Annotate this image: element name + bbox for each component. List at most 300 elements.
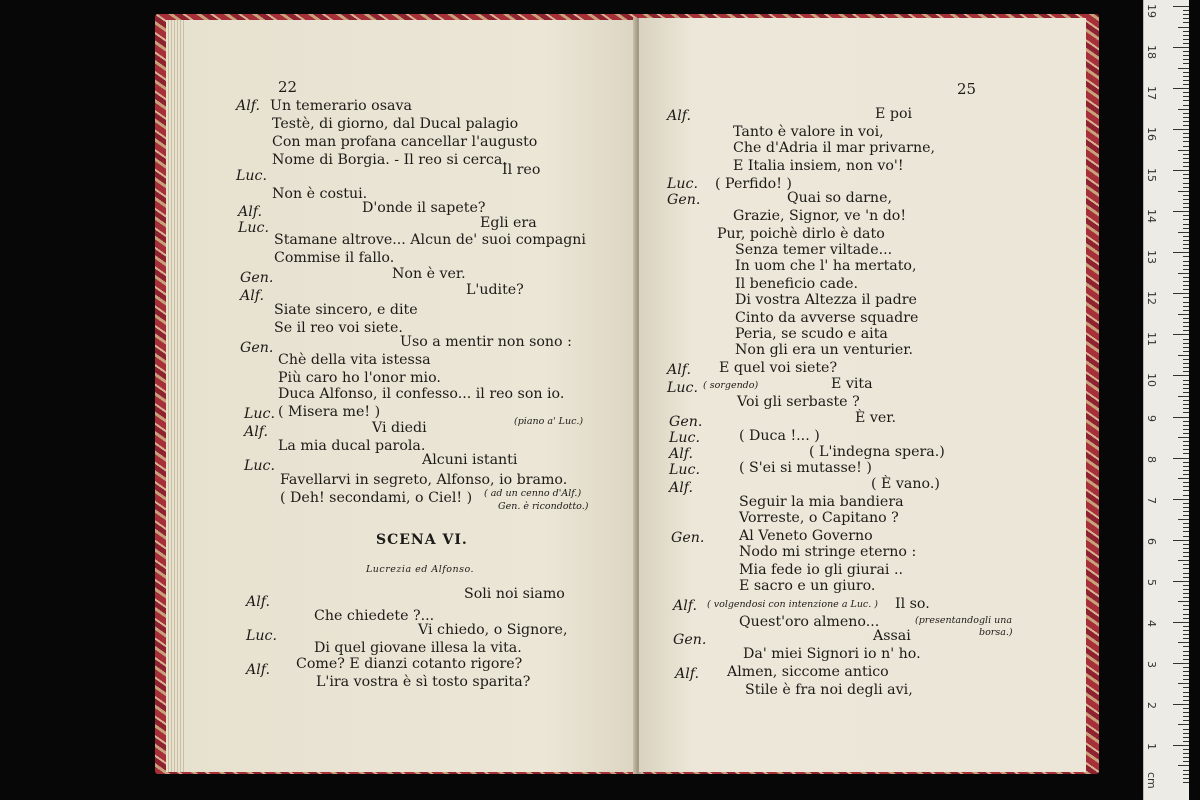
verse-line: Come? E dianzi cotanto rigore? [296, 656, 523, 672]
verse-line: Senza temer viltade... [735, 242, 893, 258]
ruler-tick [1183, 408, 1189, 409]
ruler-tick [1178, 478, 1189, 479]
ruler-tick [1183, 219, 1189, 220]
speaker-label: Alf. [238, 204, 263, 220]
ruler-tick [1183, 359, 1189, 360]
ruler-tick [1183, 154, 1189, 155]
ruler-tick [1173, 88, 1189, 89]
ruler-tick [1183, 770, 1189, 771]
speaker-label: Alf. [667, 108, 692, 124]
ruler-tick [1183, 605, 1189, 606]
ruler-number: 12 [1145, 291, 1158, 306]
ruler-tick [1183, 573, 1189, 574]
ruler-tick [1183, 404, 1189, 405]
ruler-tick [1183, 380, 1189, 381]
ruler-tick [1178, 519, 1189, 520]
verse-line: Assai [873, 628, 911, 644]
ruler-tick [1183, 343, 1189, 344]
ruler-tick [1173, 334, 1189, 335]
ruler-tick [1178, 191, 1189, 192]
stage-direction: Gen. è ricondotto.) [498, 501, 589, 512]
verse-line: Siate sincero, e dite [274, 302, 418, 318]
speaker-label: Alf. [240, 288, 265, 304]
ruler-tick [1183, 133, 1189, 134]
verse-line: Vorreste, o Capitano ? [739, 510, 899, 526]
ruler-number: 17 [1145, 86, 1158, 101]
verse-line: ( Duca !... ) [739, 428, 820, 444]
ruler-tick [1183, 700, 1189, 701]
verse-line: Stamane altrove... Alcun de' suoi compagni [274, 232, 586, 248]
speaker-label: Luc. [669, 430, 701, 446]
ruler-tick [1183, 100, 1189, 101]
verse-line: Di quel giovane illesa la vita. [314, 640, 522, 656]
verse-line: Con man profana cancellar l'augusto [272, 134, 538, 150]
speaker-label: Alf. [246, 662, 271, 678]
ruler-tick [1183, 72, 1189, 73]
ruler-tick [1183, 733, 1189, 734]
ruler-tick [1183, 679, 1189, 680]
ruler-tick [1183, 51, 1189, 52]
ruler-tick [1183, 162, 1189, 163]
ruler-tick [1183, 495, 1189, 496]
verse-line: Pur, poichè dirlo è dato [717, 226, 885, 242]
ruler-tick [1183, 523, 1189, 524]
verse-line: Che d'Adria il mar privarne, [733, 140, 935, 156]
ruler-tick [1183, 388, 1189, 389]
ruler-tick [1183, 568, 1189, 569]
speaker-label: Gen. [671, 530, 705, 546]
ruler-tick [1183, 281, 1189, 282]
ruler-tick [1183, 228, 1189, 229]
ruler-tick [1183, 178, 1189, 179]
ruler-tick [1183, 421, 1189, 422]
ruler-tick [1183, 141, 1189, 142]
ruler-tick [1183, 256, 1189, 257]
ruler-tick [1183, 326, 1189, 327]
ruler-tick [1183, 10, 1189, 11]
ruler-tick [1178, 396, 1189, 397]
ruler-tick [1183, 552, 1189, 553]
verse-line: Vi chiedo, o Signore, [418, 622, 568, 638]
ruler-tick [1178, 314, 1189, 315]
ruler-tick [1173, 540, 1189, 541]
verse-line: Da' miei Signori io n' ho. [743, 646, 921, 662]
ruler-tick [1183, 240, 1189, 241]
speaker-label: Luc. [244, 406, 276, 422]
ruler-tick [1183, 318, 1189, 319]
speaker-label: Alf. [669, 480, 694, 496]
verse-line: Nodo mi stringe eterno : [739, 544, 917, 560]
verse-line: Il beneficio cade. [735, 276, 859, 292]
ruler-tick [1183, 741, 1189, 742]
ruler-tick [1183, 708, 1189, 709]
ruler-tick [1183, 199, 1189, 200]
ruler-tick [1173, 458, 1189, 459]
ruler-tick [1173, 663, 1189, 664]
ruler-tick [1183, 96, 1189, 97]
ruler-tick [1183, 614, 1189, 615]
ruler-tick [1183, 244, 1189, 245]
ruler-tick [1173, 293, 1189, 294]
ruler-number: 4 [1145, 619, 1158, 627]
ruler-tick [1183, 265, 1189, 266]
ruler-tick [1173, 622, 1189, 623]
ruler-tick [1183, 556, 1189, 557]
verse-line: ( È vano.) [871, 476, 940, 492]
speaker-label: Gen. [669, 414, 703, 430]
ruler-tick [1178, 27, 1189, 28]
ruler-tick [1178, 150, 1189, 151]
ruler-tick [1183, 577, 1189, 578]
ruler-tick [1183, 195, 1189, 196]
ruler-tick [1183, 634, 1189, 635]
ruler-tick [1173, 252, 1189, 253]
ruler-tick [1183, 76, 1189, 77]
ruler-tick [1183, 441, 1189, 442]
ruler-tick [1173, 47, 1189, 48]
ruler-tick [1173, 170, 1189, 171]
ruler-number: 18 [1145, 45, 1158, 60]
ruler-tick [1183, 503, 1189, 504]
verse-line: ( Misera me! ) [278, 404, 381, 420]
ruler-tick [1183, 289, 1189, 290]
stage-direction: borsa.) [979, 627, 1013, 638]
page-edges [166, 20, 186, 772]
verse-line: Non è costui. [272, 186, 368, 202]
verse-line: Vi diedi [372, 420, 427, 436]
ruler-tick [1183, 183, 1189, 184]
ruler-tick [1178, 437, 1189, 438]
ruler-tick [1183, 564, 1189, 565]
ruler-tick [1183, 671, 1189, 672]
speaker-label: Gen. [667, 192, 701, 208]
ruler-tick [1178, 683, 1189, 684]
speaker-label: Alf. [667, 362, 692, 378]
ruler-tick [1183, 117, 1189, 118]
ruler-tick [1183, 125, 1189, 126]
ruler-tick [1183, 269, 1189, 270]
ruler-tick [1178, 642, 1189, 643]
ruler-number: 9 [1145, 414, 1158, 422]
ruler-tick [1183, 137, 1189, 138]
verse-line: ( Perfido! ) [715, 176, 792, 192]
verse-line: E vita [831, 376, 873, 392]
speaker-label: Gen. [240, 340, 274, 356]
verse-line: Se il reo voi siete. [274, 320, 403, 336]
stage-direction: ( sorgendo) [703, 380, 759, 391]
verse-line: La mia ducal parola. [278, 438, 426, 454]
ruler-tick [1183, 486, 1189, 487]
ruler-number: 3 [1145, 660, 1158, 668]
ruler-tick [1183, 609, 1189, 610]
ruler-tick [1183, 696, 1189, 697]
verse-line: Non gli era un venturier. [735, 342, 914, 358]
ruler-tick [1183, 187, 1189, 188]
ruler-tick [1183, 63, 1189, 64]
ruler-tick [1183, 646, 1189, 647]
ruler-number: 6 [1145, 537, 1158, 545]
ruler-tick [1183, 339, 1189, 340]
speaker-label: Luc. [669, 462, 701, 478]
ruler-tick [1183, 589, 1189, 590]
ruler-tick [1183, 515, 1189, 516]
verse-line: Quest'oro almeno... [739, 614, 880, 630]
verse-line: E quel voi siete? [719, 360, 838, 376]
ruler-number: 13 [1145, 250, 1158, 265]
ruler-number: 16 [1145, 127, 1158, 142]
ruler-tick [1183, 536, 1189, 537]
verse-line: Favellarvi in segreto, Alfonso, io bramo. [280, 472, 568, 488]
ruler-tick [1173, 581, 1189, 582]
verse-line: Quai so darne, [787, 190, 892, 206]
ruler-tick [1183, 392, 1189, 393]
measuring-ruler [1143, 0, 1189, 800]
ruler-tick [1178, 601, 1189, 602]
stage-direction: ( volgendosi con intenzione a Luc. ) [707, 599, 878, 610]
ruler-tick [1183, 306, 1189, 307]
ruler-tick [1183, 215, 1189, 216]
verse-line: Peria, se scudo e aita [735, 326, 888, 342]
ruler-tick [1183, 597, 1189, 598]
verse-line: Cinto da avverse squadre [735, 310, 919, 326]
ruler-tick [1173, 375, 1189, 376]
ruler-tick [1183, 729, 1189, 730]
ruler-tick [1183, 737, 1189, 738]
ruler-number: 7 [1145, 496, 1158, 504]
verse-line: Duca Alfonso, il confesso... il reo son io. [278, 386, 565, 402]
ruler-tick [1178, 765, 1189, 766]
ruler-tick [1183, 692, 1189, 693]
verse-line: Voi gli serbaste ? [737, 394, 860, 410]
verse-line: Un temerario osava [270, 98, 412, 114]
ruler-tick [1183, 261, 1189, 262]
ruler-tick [1183, 59, 1189, 60]
ruler-number: 19 [1145, 4, 1158, 18]
ruler-tick [1183, 618, 1189, 619]
ruler-tick [1183, 638, 1189, 639]
ruler-tick [1183, 224, 1189, 225]
ruler-tick [1178, 232, 1189, 233]
ruler-tick [1183, 330, 1189, 331]
ruler-tick [1183, 511, 1189, 512]
speaker-label: Luc. [244, 458, 276, 474]
ruler-number: 11 [1145, 332, 1158, 347]
verse-line: Al Veneto Governo [739, 528, 873, 544]
ruler-tick [1183, 782, 1189, 783]
ruler-tick [1183, 31, 1189, 32]
ruler-tick [1183, 363, 1189, 364]
ruler-tick [1183, 121, 1189, 122]
ruler-tick [1173, 499, 1189, 500]
ruler-tick [1183, 351, 1189, 352]
right-page [639, 18, 1086, 772]
ruler-tick [1183, 84, 1189, 85]
ruler-tick [1183, 429, 1189, 430]
ruler-tick [1183, 207, 1189, 208]
verse-line: Commise il fallo. [274, 250, 395, 266]
ruler-tick [1183, 474, 1189, 475]
verse-line: Il reo [502, 162, 541, 178]
speaker-label: Gen. [673, 632, 707, 648]
ruler-tick [1183, 14, 1189, 15]
ruler-tick [1183, 400, 1189, 401]
ruler-tick [1183, 248, 1189, 249]
ruler-tick [1183, 166, 1189, 167]
ruler-tick [1173, 6, 1189, 7]
verse-line: Che chiedete ?... [314, 608, 435, 624]
speaker-label: Alf. [244, 424, 269, 440]
verse-line: Più caro ho l'onor mio. [278, 370, 441, 386]
ruler-tick [1183, 158, 1189, 159]
verse-line: Mia fede io gli giurai .. [739, 562, 903, 578]
ruler-tick [1183, 757, 1189, 758]
ruler-tick [1183, 236, 1189, 237]
ruler-tick [1183, 371, 1189, 372]
ruler-tick [1183, 425, 1189, 426]
verse-line: E sacro e un giuro. [739, 578, 876, 594]
ruler-tick [1183, 297, 1189, 298]
ruler-tick [1183, 39, 1189, 40]
ruler-number: 14 [1145, 209, 1158, 224]
ruler-tick [1183, 43, 1189, 44]
ruler-tick [1183, 113, 1189, 114]
ruler-tick [1183, 527, 1189, 528]
ruler-tick [1183, 626, 1189, 627]
ruler-tick [1173, 129, 1189, 130]
ruler-tick [1178, 560, 1189, 561]
ruler-tick [1183, 761, 1189, 762]
verse-line: Grazie, Signor, ve 'n do! [733, 208, 907, 224]
ruler-tick [1183, 593, 1189, 594]
ruler-tick [1183, 174, 1189, 175]
scene-cast: Lucrezia ed Alfonso. [366, 564, 475, 575]
stage-direction: (presentandogli una [915, 615, 1013, 626]
stage-direction: ( ad un cenno d'Alf.) [484, 488, 582, 499]
ruler-tick [1183, 753, 1189, 754]
ruler-tick [1183, 778, 1189, 779]
ruler-tick [1183, 453, 1189, 454]
ruler-tick [1183, 548, 1189, 549]
ruler-tick [1183, 277, 1189, 278]
ruler-number: 2 [1145, 701, 1158, 709]
ruler-tick [1183, 445, 1189, 446]
verse-line: Tanto è valore in voi, [733, 124, 884, 140]
verse-line: D'onde il sapete? [362, 200, 486, 216]
ruler-tick [1183, 470, 1189, 471]
ruler-number: 1 [1145, 742, 1158, 750]
verse-line: Egli era [480, 215, 537, 231]
speaker-label: Luc. [667, 176, 699, 192]
ruler-tick [1183, 544, 1189, 545]
ruler-tick [1183, 466, 1189, 467]
ruler-tick [1173, 211, 1189, 212]
ruler-tick [1183, 203, 1189, 204]
verse-line: Almen, siccome antico [727, 664, 889, 680]
ruler-tick [1183, 433, 1189, 434]
ruler-tick [1183, 630, 1189, 631]
ruler-tick [1178, 109, 1189, 110]
ruler-tick [1183, 482, 1189, 483]
ruler-tick [1183, 35, 1189, 36]
verse-line: ( Deh! secondami, o Ciel! ) [280, 490, 473, 506]
speaker-label: Alf. [236, 98, 261, 114]
verse-line: E poi [875, 106, 913, 122]
ruler-tick [1183, 18, 1189, 19]
verse-line: Non è ver. [392, 266, 466, 282]
ruler-tick [1178, 273, 1189, 274]
verse-line: ( L'indegna spera.) [809, 444, 945, 460]
stage-direction: (piano a' Luc.) [514, 416, 584, 427]
ruler-tick [1183, 302, 1189, 303]
ruler-number: 10 [1145, 373, 1158, 388]
speaker-label: Alf. [675, 666, 700, 682]
speaker-label: Alf. [246, 594, 271, 610]
verse-line: L'ira vostra è sì tosto sparita? [316, 674, 531, 690]
ruler-tick [1178, 724, 1189, 725]
verse-line: Chè della vita istessa [278, 352, 431, 368]
ruler-tick [1183, 367, 1189, 368]
ruler-tick [1183, 22, 1189, 23]
speaker-label: Gen. [240, 270, 274, 286]
ruler-tick [1183, 384, 1189, 385]
ruler-tick [1183, 55, 1189, 56]
ruler-tick [1173, 704, 1189, 705]
verse-line: È ver. [855, 410, 897, 426]
ruler-unit-label: cm [1145, 772, 1158, 789]
speaker-label: Alf. [669, 446, 694, 462]
speaker-label: Luc. [238, 220, 270, 236]
ruler-tick [1183, 655, 1189, 656]
ruler-tick [1183, 92, 1189, 93]
ruler-number: 8 [1145, 455, 1158, 463]
verse-line: Uso a mentir non sono : [400, 334, 572, 350]
speaker-label: Luc. [667, 380, 699, 396]
verse-line: ( S'ei si mutasse! ) [739, 460, 872, 476]
verse-line: Nome di Borgia. - Il reo si cerca. [272, 152, 507, 168]
ruler-tick [1183, 585, 1189, 586]
verse-line: Stile è fra noi degli avi, [745, 682, 913, 698]
verse-line: Alcuni istanti [422, 452, 518, 468]
ruler-tick [1183, 462, 1189, 463]
ruler-tick [1183, 667, 1189, 668]
ruler-tick [1183, 531, 1189, 532]
ruler-tick [1183, 412, 1189, 413]
ruler-tick [1183, 347, 1189, 348]
page-number: 22 [278, 78, 298, 96]
ruler-tick [1183, 651, 1189, 652]
scene-title: SCENA VI. [376, 532, 468, 548]
ruler-tick [1183, 716, 1189, 717]
ruler-tick [1178, 355, 1189, 356]
ruler-number: 5 [1145, 578, 1158, 586]
ruler-tick [1183, 687, 1189, 688]
ruler-tick [1183, 285, 1189, 286]
verse-line: L'udite? [466, 282, 524, 298]
ruler-tick [1183, 146, 1189, 147]
ruler-number: 15 [1145, 168, 1158, 183]
speaker-label: Alf. [673, 598, 698, 614]
ruler-tick [1183, 659, 1189, 660]
ruler-tick [1173, 745, 1189, 746]
ruler-tick [1183, 449, 1189, 450]
left-page [184, 20, 637, 772]
ruler-tick [1183, 105, 1189, 106]
verse-line: Testè, di giorno, dal Ducal palagio [272, 116, 519, 132]
ruler-tick [1183, 774, 1189, 775]
ruler-tick [1178, 68, 1189, 69]
verse-line: Seguir la mia bandiera [739, 494, 904, 510]
verse-line: Soli noi siamo [464, 586, 565, 602]
